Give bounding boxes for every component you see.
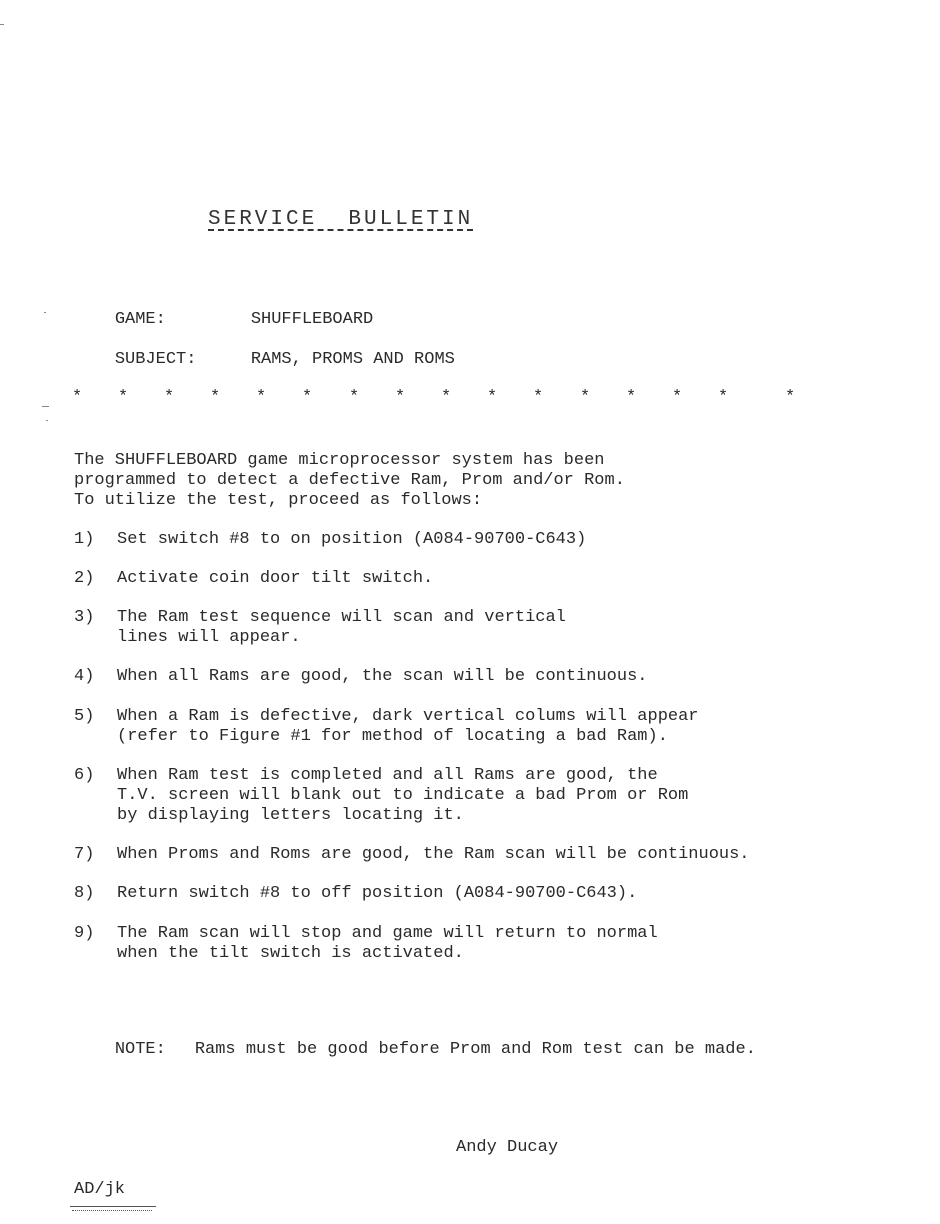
step-number: 2) <box>74 569 95 588</box>
step-text: When Proms and Roms are good, the Ram scan will be continuous. <box>117 845 750 864</box>
separator-star: * <box>441 388 452 407</box>
step-item <box>74 766 689 846</box>
star-separator <box>72 388 812 408</box>
separator-star: * <box>302 388 313 407</box>
step-number: 3) <box>74 608 95 627</box>
signature: Andy Ducay <box>456 1138 559 1157</box>
separator-star: * <box>487 388 498 407</box>
step-text: Return switch #8 to off position (A084-90700-C643). <box>117 884 638 903</box>
intro-paragraph: The SHUFFLEBOARD game microprocessor system has been programmed to detect a defective Ram, Prom and/or Rom. To utilize the test, proceed as follows: <box>74 451 625 510</box>
separator-star: * <box>395 388 406 407</box>
step-number: 6) <box>74 766 95 785</box>
struck-out-text <box>70 1202 158 1212</box>
step-text: When a Ram is defective, dark vertical colums will appear (refer to Figure #1 for method of locating a bad Ram). <box>117 707 699 746</box>
scan-mark <box>42 406 49 407</box>
subject-label: SUBJECT: <box>114 350 197 369</box>
subject-value: RAMS, PROMS AND ROMS <box>250 350 455 369</box>
step-text: The Ram test sequence will scan and vertical lines will appear. <box>117 608 566 647</box>
separator-star: * <box>672 388 683 407</box>
bulletin-title: SERVICE BULLETIN <box>208 208 474 231</box>
step-number: 8) <box>74 884 95 903</box>
strike-line <box>70 1206 156 1207</box>
separator-star: * <box>72 388 83 407</box>
step-number: 9) <box>74 924 95 943</box>
step-number: 5) <box>74 707 95 726</box>
note-text: Rams must be good before Prom and Rom test can be made. <box>194 1040 756 1059</box>
separator-star: * <box>349 388 360 407</box>
separator-star: * <box>118 388 129 407</box>
typist-initials: AD/jk <box>74 1180 126 1199</box>
step-item <box>74 924 658 1004</box>
subject-field <box>74 331 455 388</box>
game-label: GAME: <box>114 310 166 329</box>
step-number: 7) <box>74 845 95 864</box>
step-text: When Ram test is completed and all Rams are good, the T.V. screen will blank out to indicate a bad Prom or Rom by displaying letters locating it. <box>117 766 689 825</box>
step-text: Activate coin door tilt switch. <box>117 569 434 588</box>
scan-mark <box>0 24 4 25</box>
step-number: 1) <box>74 530 95 549</box>
step-text: Set switch #8 to on position (A084-90700-C643) <box>117 530 587 549</box>
note <box>74 1021 756 1078</box>
separator-star: * <box>785 388 796 407</box>
scan-mark <box>46 420 48 421</box>
step-number: 4) <box>74 667 95 686</box>
step-text: The Ram scan will stop and game will return to normal when the tilt switch is activated. <box>117 924 658 963</box>
separator-star: * <box>533 388 544 407</box>
step-text: When all Rams are good, the scan will be continuous. <box>117 667 648 686</box>
separator-star: * <box>718 388 729 407</box>
scan-mark <box>44 312 46 313</box>
separator-star: * <box>626 388 637 407</box>
separator-star: * <box>164 388 175 407</box>
separator-star: * <box>580 388 591 407</box>
note-label: NOTE: <box>114 1040 166 1059</box>
separator-star: * <box>210 388 221 407</box>
separator-star: * <box>256 388 267 407</box>
game-value: SHUFFLEBOARD <box>250 310 374 329</box>
